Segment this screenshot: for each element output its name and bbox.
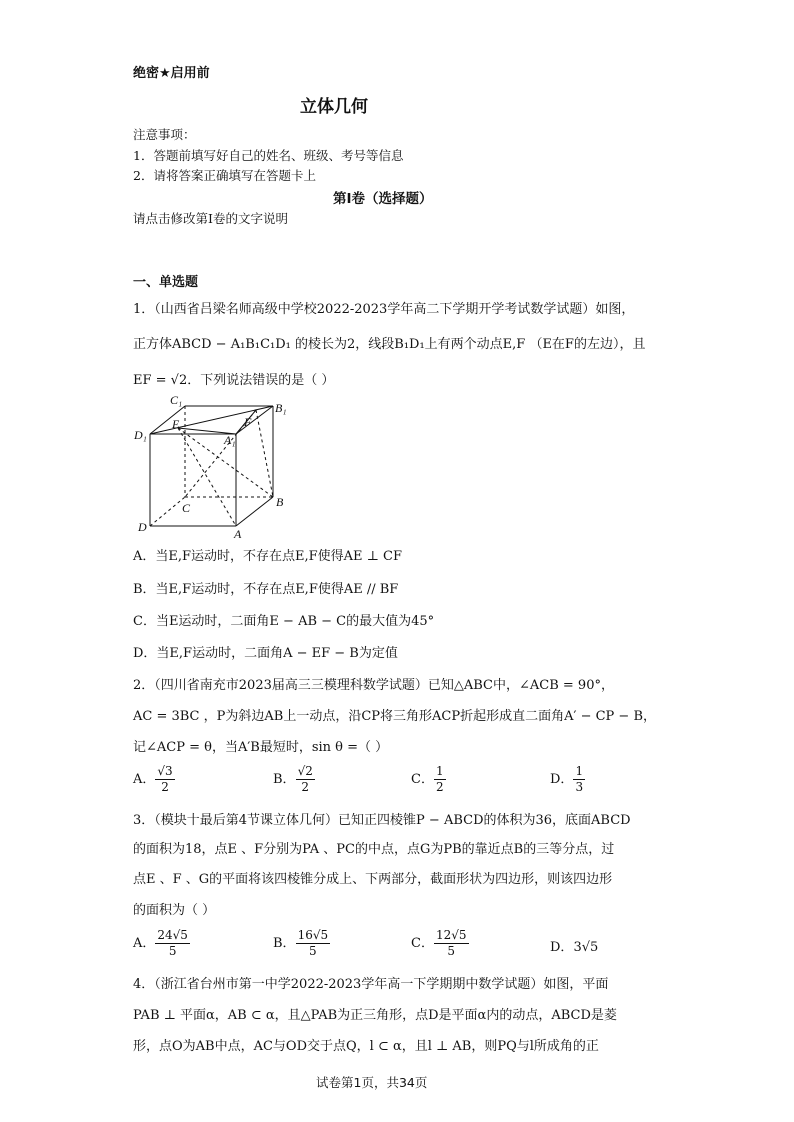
q3-option-d: D．3√5	[550, 940, 599, 955]
q2-option-c: C． $\frac{1}{2}$	[411, 764, 444, 794]
label-f: F	[244, 415, 252, 429]
q4-line-2: PAB ⊥ 平面α，AB ⊂ α，且△PAB为正三角形，点D是平面α内的动点，ABCD是菱	[133, 1008, 617, 1023]
q2-option-a: A． $\frac{√3}{2}$	[133, 764, 173, 794]
q3-option-a: A． $\frac{24√5}{5}$	[133, 928, 188, 958]
q3-line-2: 的面积为18，点E 、F分别为PA 、PC的中点，点G为PB的靠近点B的三等分点，过	[133, 842, 615, 857]
label-a1: A₁	[224, 433, 236, 447]
page-footer: 试卷第1页，共34页	[316, 1075, 428, 1090]
q3-line-1: 3．（模块十最后第4节课立体几何）已知正四棱锥P − ABCD的体积为36，底面ABCD	[133, 813, 631, 828]
label-c: C	[182, 501, 191, 515]
q1-option-b: B．当E,F运动时，不存在点E,F使得AE // BF	[133, 582, 399, 597]
q3-line-3: 点E 、F 、G的平面将该四棱锥分成上、下两部分，截面形状为四边形，则该四边形	[133, 872, 613, 887]
q4-line-1: 4．（浙江省台州市第一中学2022-2023学年高一下学期期中数学试题）如图，平面	[133, 977, 609, 992]
q2-line-1: 2．（四川省南充市2023届高三三模理科数学试题）已知△ABC中，∠ACB = 90°，	[133, 678, 614, 693]
label-b: B	[276, 495, 284, 509]
volume-title: 第I卷（选择题）	[333, 191, 433, 207]
q2-line-3: 记∠ACP = θ，当A′B最短时，sin θ =（ ）	[133, 740, 389, 755]
q2-option-b: B． $\frac{√2}{2}$	[273, 764, 313, 794]
q4-line-3: 形，点O为AB中点，AC与OD交于点Q，l ⊂ α，且l ⊥ AB，则PQ与l所成角的正	[133, 1039, 599, 1054]
confidential-mark: 绝密★启用前	[133, 66, 210, 81]
label-c1: C₁	[170, 393, 183, 407]
q1-line-2: 正方体ABCD − A₁B₁C₁D₁ 的棱长为2，线段B₁D₁上有两个动点E,F （E在F的左边），且	[133, 337, 646, 352]
q2-line-2: AC = 3BC ，P为斜边AB上一动点，沿CP将三角形ACP折起形成直二面角A′ − CP − B，	[133, 709, 657, 724]
label-d: D	[138, 520, 147, 534]
section-heading: 一、单选题	[133, 275, 199, 290]
label-e: E	[172, 417, 180, 431]
cube-figure	[130, 392, 300, 542]
q3-option-b: B． $\frac{16√5}{5}$	[273, 928, 329, 958]
q1-line-1: 1．（山西省吕梁名师高级中学校2022-2023学年高二下学期开学考试数学试题）如图，	[133, 302, 635, 317]
label-a: A	[234, 527, 242, 541]
notes-heading: 注意事项：	[133, 127, 196, 142]
q3-option-c: C． $\frac{12√5}{5}$	[411, 928, 467, 958]
q1-option-a: A．当E,F运动时，不存在点E,F使得AE ⊥ CF	[133, 549, 403, 564]
q3-line-4: 的面积为（ ）	[133, 903, 216, 918]
label-d1: D₁	[134, 428, 147, 442]
notes-item-2: 2．请将答案正确填写在答题卡上	[133, 168, 316, 183]
q1-line-3: EF = √2．下列说法错误的是（ ）	[133, 373, 335, 388]
notes-item-1: 1．答题前填写好自己的姓名、班级、考号等信息	[133, 148, 404, 163]
label-b1: B₁	[275, 401, 287, 415]
q2-option-d: D． $\frac{1}{3}$	[550, 764, 584, 794]
volume-description: 请点击修改第I卷的文字说明	[133, 211, 288, 226]
q1-option-d: D．当E,F运动时，二面角A − EF − B为定值	[133, 646, 398, 661]
q1-option-c: C．当E运动时，二面角E − AB − C的最大值为45°	[133, 614, 435, 629]
page-title: 立体几何	[300, 97, 368, 117]
